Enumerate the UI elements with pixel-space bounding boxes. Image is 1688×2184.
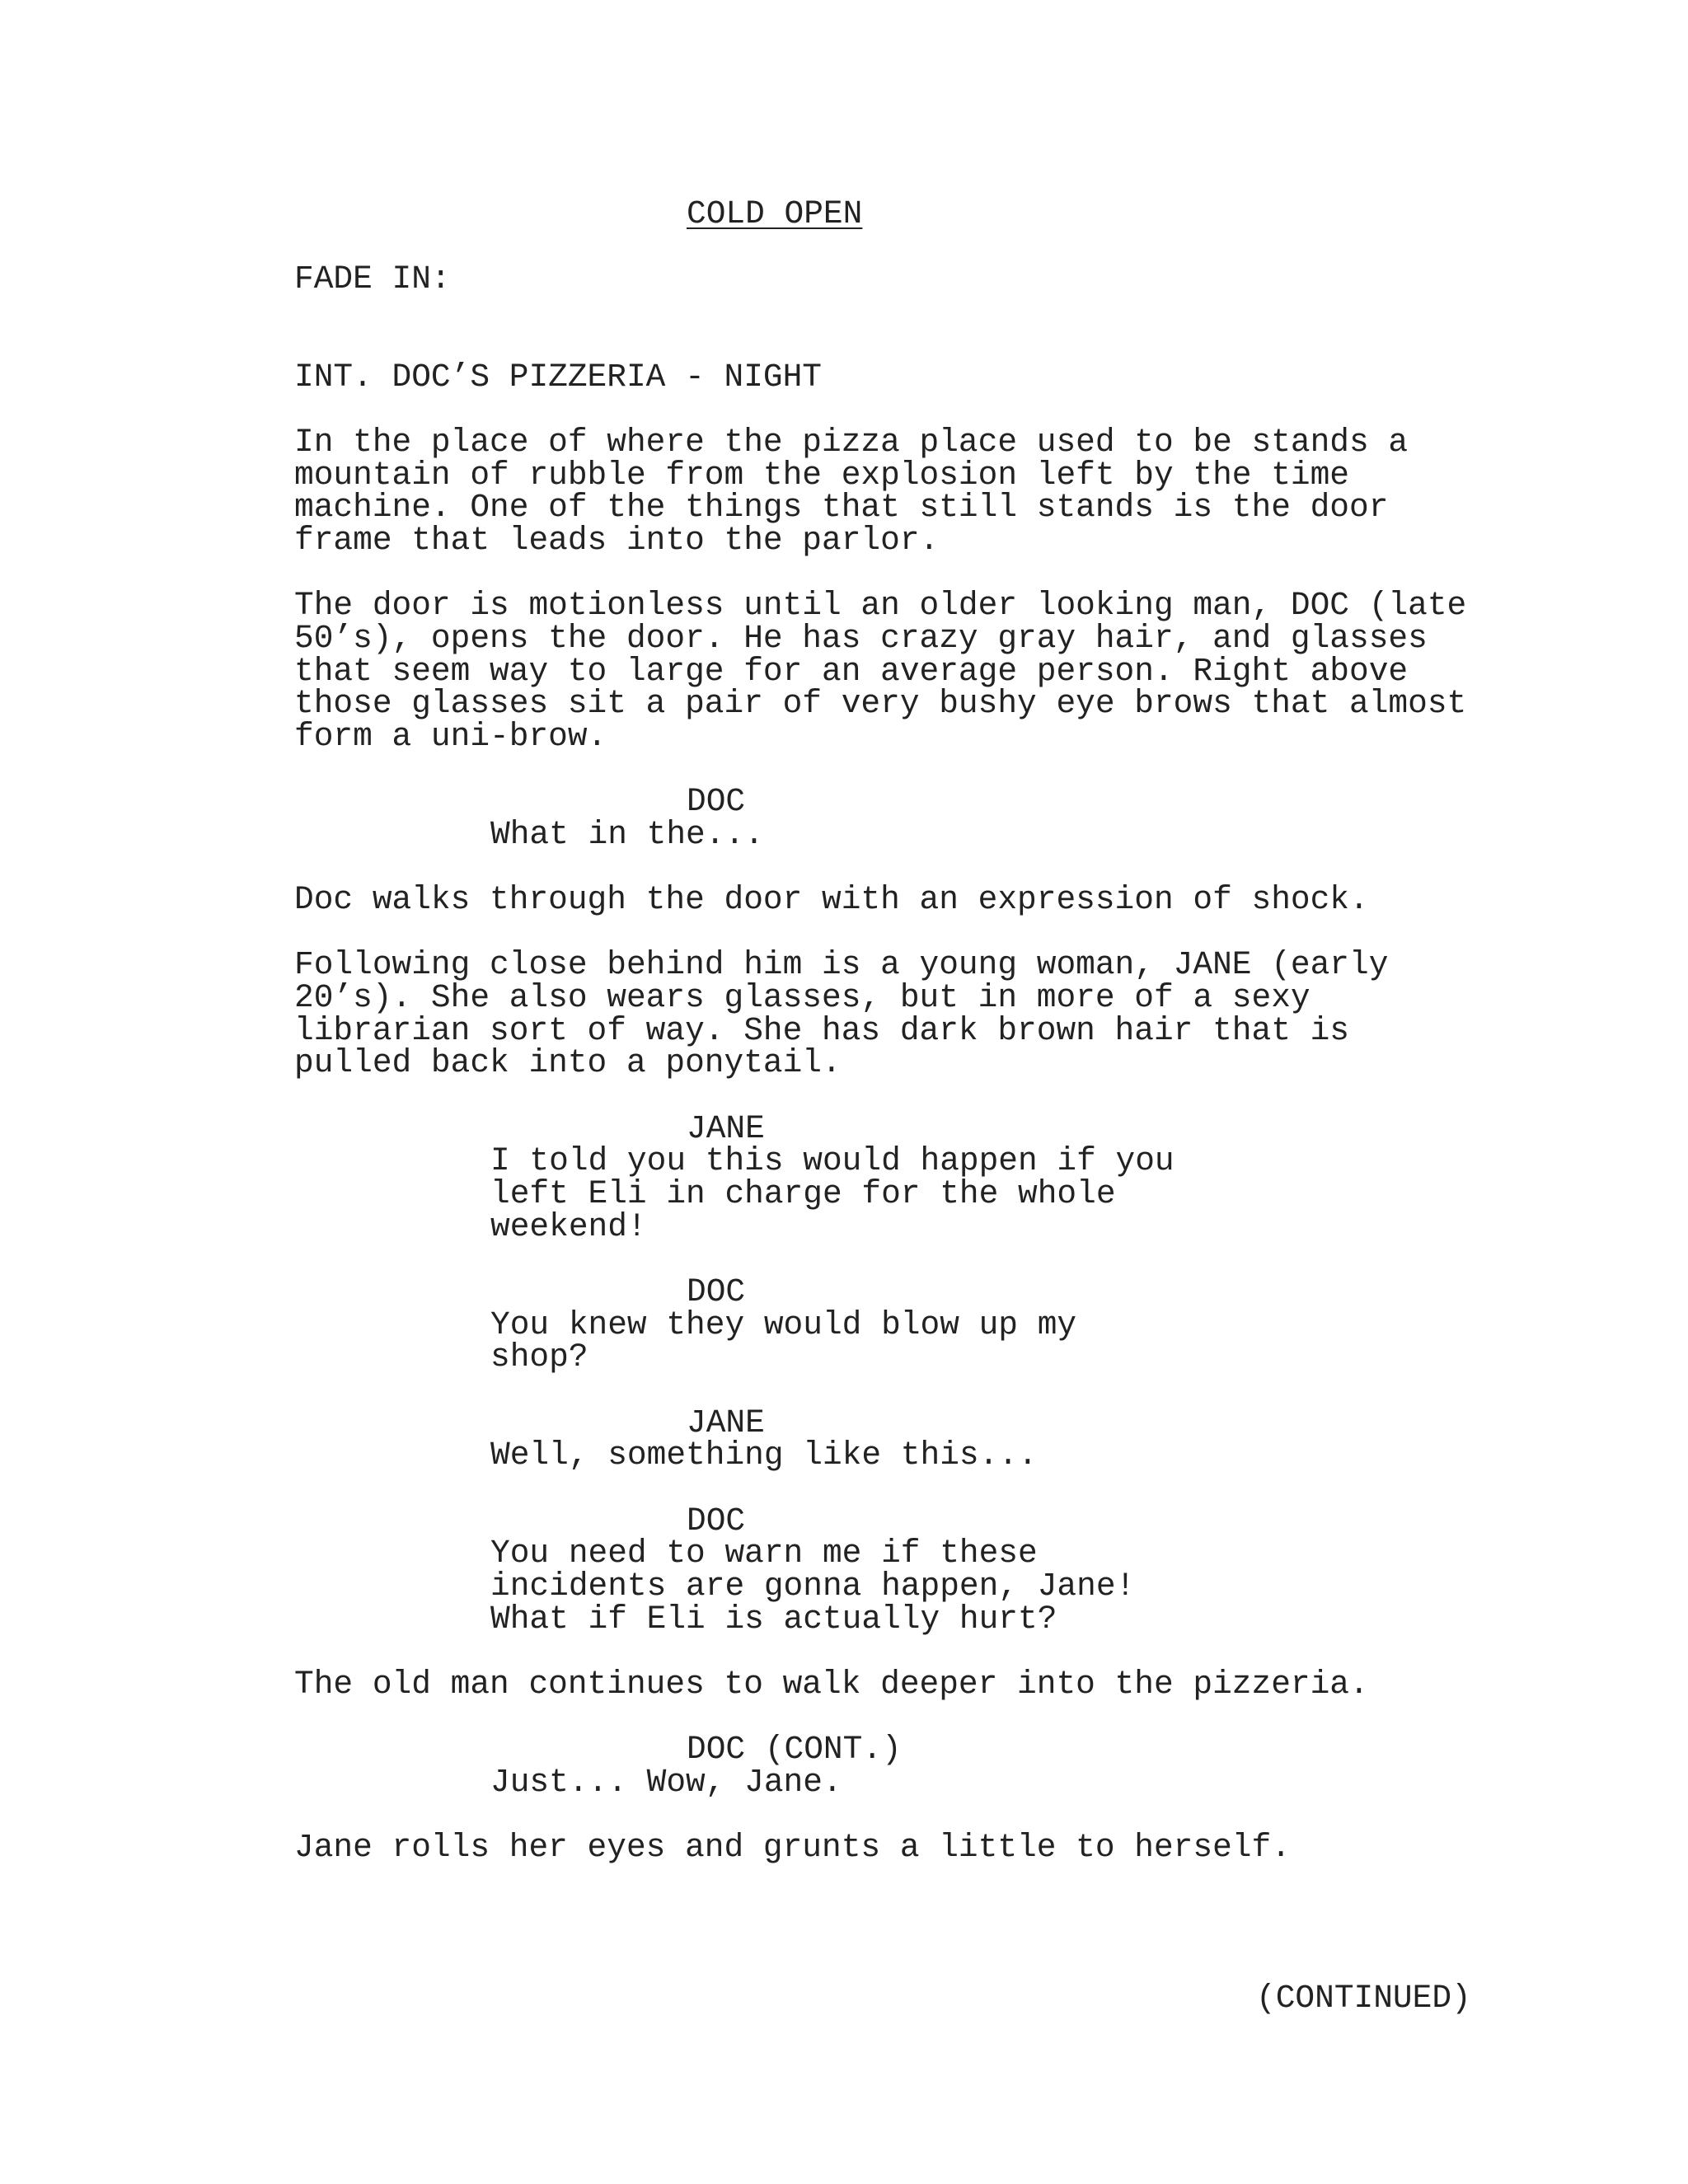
action-line: form a uni-brow. — [294, 718, 607, 755]
dialogue-line: What if Eli is actually hurt? — [490, 1601, 1057, 1638]
action-line: frame that leads into the parlor. — [294, 522, 940, 559]
action-line: machine. One of the things that still stands is the door — [294, 489, 1389, 526]
character-cue: DOC — [687, 783, 746, 820]
action-line: 20’s). She also wears glasses, but in more of a sexy — [294, 979, 1311, 1016]
continued-marker: (CONTINUED) — [1256, 1980, 1471, 2017]
action-line: The old man continues to walk deeper into the pizzeria. — [294, 1666, 1369, 1703]
action-line: that seem way to large for an average person. Right above — [294, 653, 1409, 690]
action-line: 50’s), opens the door. He has crazy gray hair, and glasses — [294, 620, 1428, 657]
character-cue: JANE — [687, 1110, 765, 1147]
scene-title: COLD OPEN — [687, 195, 863, 232]
action-line: Following close behind him is a young woman, JANE (early — [294, 946, 1389, 983]
character-cue: DOC (CONT.) — [687, 1731, 902, 1768]
action-line: Jane rolls her eyes and grunts a little to herself. — [294, 1829, 1291, 1866]
action-line: pulled back into a ponytail. — [294, 1044, 842, 1081]
character-cue: DOC — [687, 1502, 746, 1540]
action-line: librarian sort of way. She has dark brown hair that is — [294, 1012, 1350, 1049]
dialogue-line: shop? — [490, 1338, 588, 1376]
action-line: In the place of where the pizza place used to be stands a — [294, 424, 1409, 461]
dialogue-line: What in the... — [490, 816, 764, 853]
dialogue-line: You knew they would blow up my — [490, 1306, 1077, 1343]
dialogue-line: Well, something like this... — [490, 1436, 1038, 1474]
dialogue-line: left Eli in charge for the whole — [490, 1175, 1116, 1212]
character-cue: DOC — [687, 1273, 746, 1310]
action-line: mountain of rubble from the explosion left by the time — [294, 457, 1350, 494]
action-line: Doc walks through the door with an expression of shock. — [294, 881, 1369, 918]
transition-fade-in: FADE IN: — [294, 260, 451, 298]
dialogue-line: weekend! — [490, 1208, 647, 1245]
character-cue: JANE — [687, 1404, 765, 1441]
scene-heading: INT. DOC’S PIZZERIA - NIGHT — [294, 359, 823, 396]
dialogue-line: incidents are gonna happen, Jane! — [490, 1568, 1136, 1605]
action-line: The door is motionless until an older looking man, DOC (late — [294, 587, 1467, 624]
dialogue-line: Just... Wow, Jane. — [490, 1764, 842, 1801]
dialogue-line: I told you this would happen if you — [490, 1142, 1175, 1179]
dialogue-line: You need to warn me if these — [490, 1535, 1038, 1572]
action-line: those glasses sit a pair of very bushy eye brows that almost — [294, 685, 1467, 722]
